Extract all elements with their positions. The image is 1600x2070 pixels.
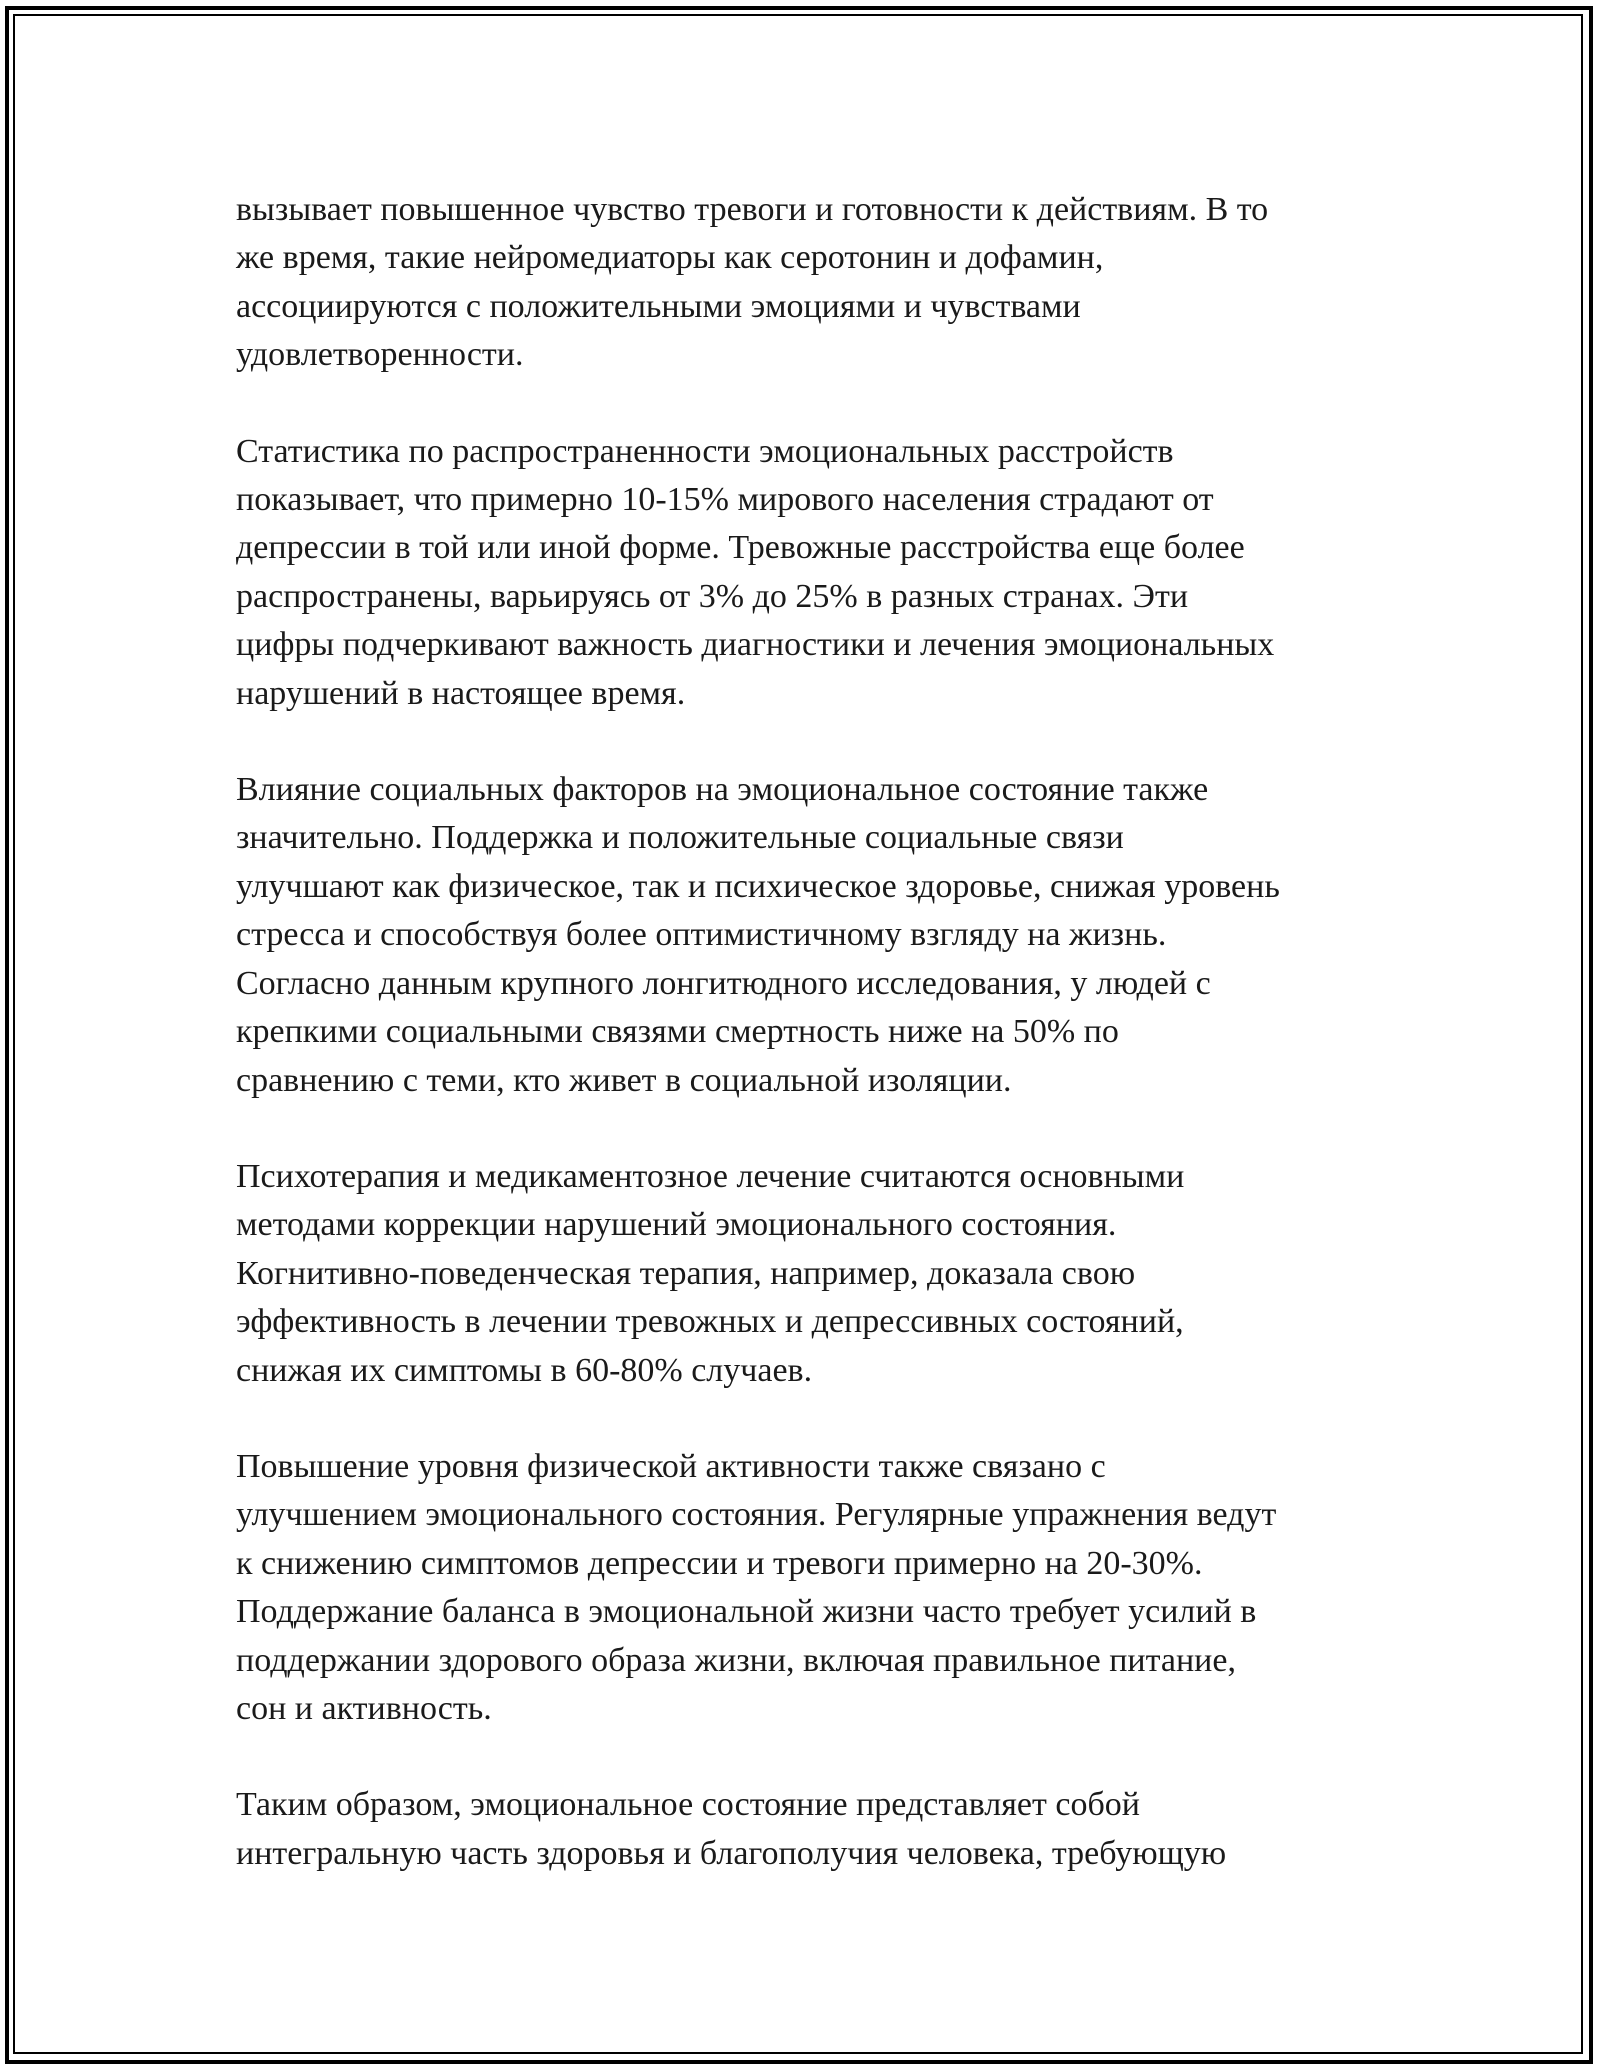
- paragraph: [236, 1443, 1426, 1733]
- text-line: эффективность в лечении тревожных и депрессивных состояний,: [236, 1303, 1184, 1341]
- document-body: [236, 186, 1426, 1926]
- text-line: распространены, варьируясь от 3% до 25% в разных странах. Эти: [236, 577, 1189, 615]
- text-line: ассоциируются с положительными эмоциями и чувствами: [236, 287, 1081, 325]
- text-line: Статистика по распространенности эмоциональных расстройств: [236, 432, 1174, 470]
- text-line: Психотерапия и медикаментозное лечение считаются основными: [236, 1157, 1185, 1195]
- text-line: Влияние социальных факторов на эмоциональное состояние также: [236, 771, 1209, 809]
- text-line: методами коррекции нарушений эмоционального состояния.: [236, 1206, 1117, 1244]
- paragraph: [236, 1153, 1426, 1395]
- text-line: депрессии в той или иной форме. Тревожные расстройства еще более: [236, 529, 1245, 567]
- text-line: удовлетворенности.: [236, 336, 524, 374]
- text-line: Согласно данным крупного лонгитюдного исследования, у людей с: [236, 964, 1211, 1002]
- text-line: к снижению симптомов депрессии и тревоги примерно на 20-30%.: [236, 1544, 1203, 1582]
- text-line: вызывает повышенное чувство тревоги и готовности к действиям. В то: [236, 191, 1269, 228]
- text-line: Таким образом, эмоциональное состояние представляет собой: [236, 1786, 1140, 1824]
- text-line: улучшением эмоционального состояния. Регулярные упражнения ведут: [236, 1496, 1277, 1534]
- text-line: нарушений в настоящее время.: [236, 674, 686, 712]
- text-line: интегральную часть здоровья и благополучия человека, требующую: [236, 1834, 1227, 1872]
- text-line: поддержании здорового образа жизни, включая правильное питание,: [236, 1641, 1236, 1679]
- text-line: сон и активность.: [236, 1689, 492, 1727]
- text-line: же время, такие нейромедиаторы как серотонин и дофамин,: [236, 239, 1104, 277]
- text-line: Поддержание баланса в эмоциональной жизни часто требует усилий в: [236, 1593, 1257, 1631]
- text-line: Когнитивно-поведенческая терапия, например, доказала свою: [236, 1254, 1136, 1292]
- text-line: цифры подчеркивают важность диагностики и лечения эмоциональных: [236, 626, 1275, 664]
- text-line: крепкими социальными связями смертность ниже на 50% по: [236, 1013, 1119, 1051]
- text-line: улучшают как физическое, так и психическое здоровье, снижая уровень: [236, 867, 1280, 905]
- paragraph: [236, 766, 1426, 1105]
- text-line: стресса и способствуя более оптимистичному взгляду на жизнь.: [236, 916, 1167, 954]
- text-line: сравнению с теми, кто живет в социальной изоляции.: [236, 1061, 1012, 1099]
- text-line: значительно. Поддержка и положительные социальные связи: [236, 819, 1124, 857]
- paragraph: [236, 1781, 1426, 1878]
- paragraph: [236, 428, 1426, 718]
- paragraph: [236, 186, 1426, 380]
- text-line: Повышение уровня физической активности также связано с: [236, 1447, 1106, 1485]
- text-line: снижая их симптомы в 60-80% случаев.: [236, 1351, 813, 1389]
- text-line: показывает, что примерно 10-15% мирового населения страдают от: [236, 481, 1214, 519]
